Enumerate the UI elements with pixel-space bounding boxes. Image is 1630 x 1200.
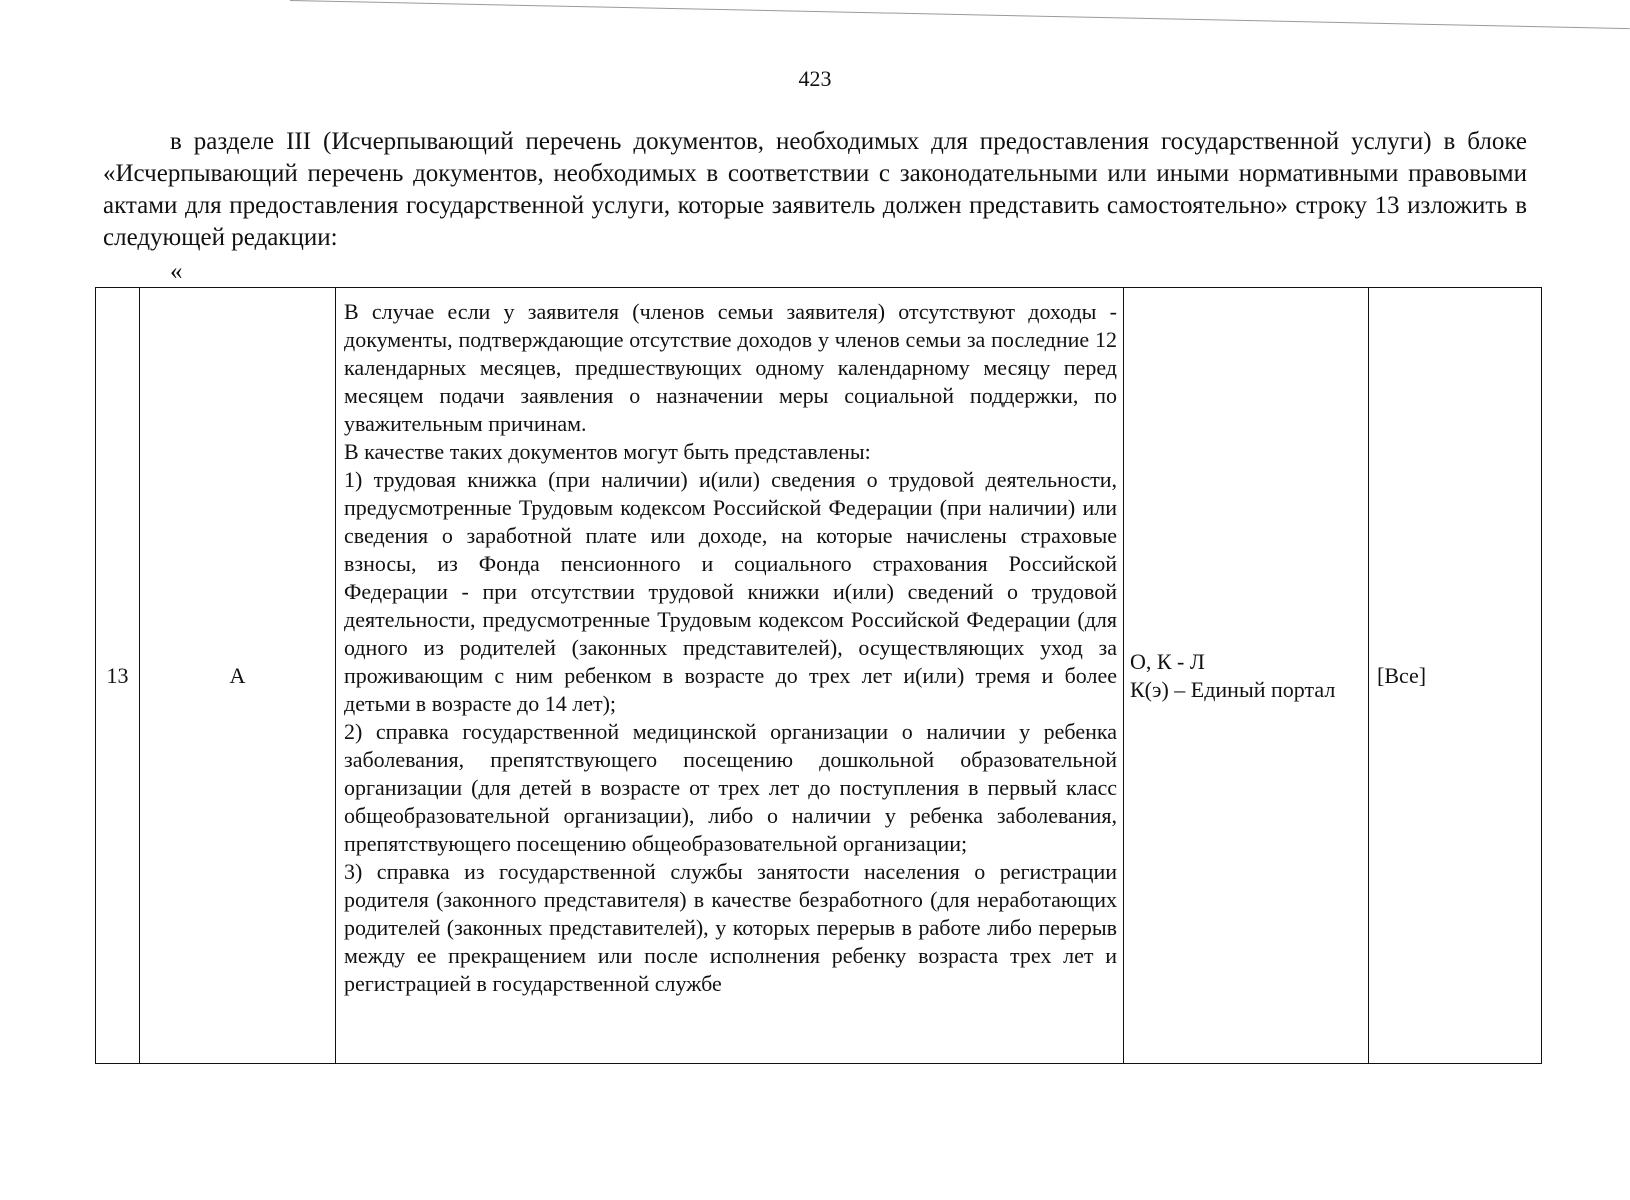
table-row — [96, 288, 1542, 1064]
intro-paragraph: в разделе III (Исчерпывающий перечень документов, необходимых для предоставления государственной услуги) в блоке «Исчерпывающий перечень документов, необходимых в соответствии с законодательными или иными нормативными правовыми актами для предоставления государственной услуги, которые заявитель должен представить самостоятельно» строку 13 изложить в следующей редакции: — [103, 128, 1527, 251]
row-number-cell: 13 — [96, 288, 140, 1064]
submission-method-cell — [1124, 288, 1369, 1064]
document-description-cell — [336, 288, 1124, 1064]
scope-cell: [Все] — [1369, 288, 1542, 1064]
method-line: К(э) – Единый портал — [1130, 676, 1336, 702]
description-paragraph: 3) справка из государственной службы занятости населения о регистрации родителя (законного представителя) в качестве безработного (для неработающих родителей (законных представителей), у которых перерыв в работе либо перерыв между ее прекращением или после исполнения ребенку возраста трех лет и регистрацией в государственной службе — [344, 859, 1117, 996]
description-paragraph: 1) трудовая книжка (при наличии) и(или) сведения о трудовой деятельности, предусмотренные Трудовым кодексом Российской Федерации (при наличии) или сведения о заработной плате или доходе, на которые начислены страховые взносы, из Фонда пенсионного и социального страхования Российской Федерации - при отсутствии трудовой книжки и(или) сведений о трудовой деятельности, предусмотренные Трудовым кодексом Российской Федерации (для одного из родителей (законных представителей), осуществляющих уход за проживающим с ним ребенком в возрасте до трех лет и(или) тремя и более детьми в возрасте до 14 лет); — [344, 467, 1117, 716]
method-line: О, К - Л — [1130, 648, 1205, 674]
opening-quote: « — [170, 258, 183, 285]
scan-edge-line — [290, 0, 1630, 29]
documents-table — [95, 287, 1542, 1064]
category-cell: А — [140, 288, 336, 1064]
description-paragraph: В качестве таких документов могут быть представлены: — [344, 439, 871, 464]
page-number: 423 — [798, 66, 832, 91]
description-paragraph: 2) справка государственной медицинской организации о наличии у ребенка заболевания, препятствующего посещению дошкольной образовательной организации (для детей в возрасте от трех лет до поступления в первый класс общеобразовательной организации), либо о наличии у ребенка заболевания, препятствующего посещению общеобразовательной организации; — [344, 719, 1117, 856]
description-paragraph: В случае если у заявителя (членов семьи заявителя) отсутствуют доходы - документы, подтверждающие отсутствие доходов у членов семьи за последние 12 календарных месяцев, предшествующих одному календарному месяцу перед месяцем подачи заявления о назначении меры социальной поддержки, по уважительным причинам. — [344, 299, 1117, 436]
